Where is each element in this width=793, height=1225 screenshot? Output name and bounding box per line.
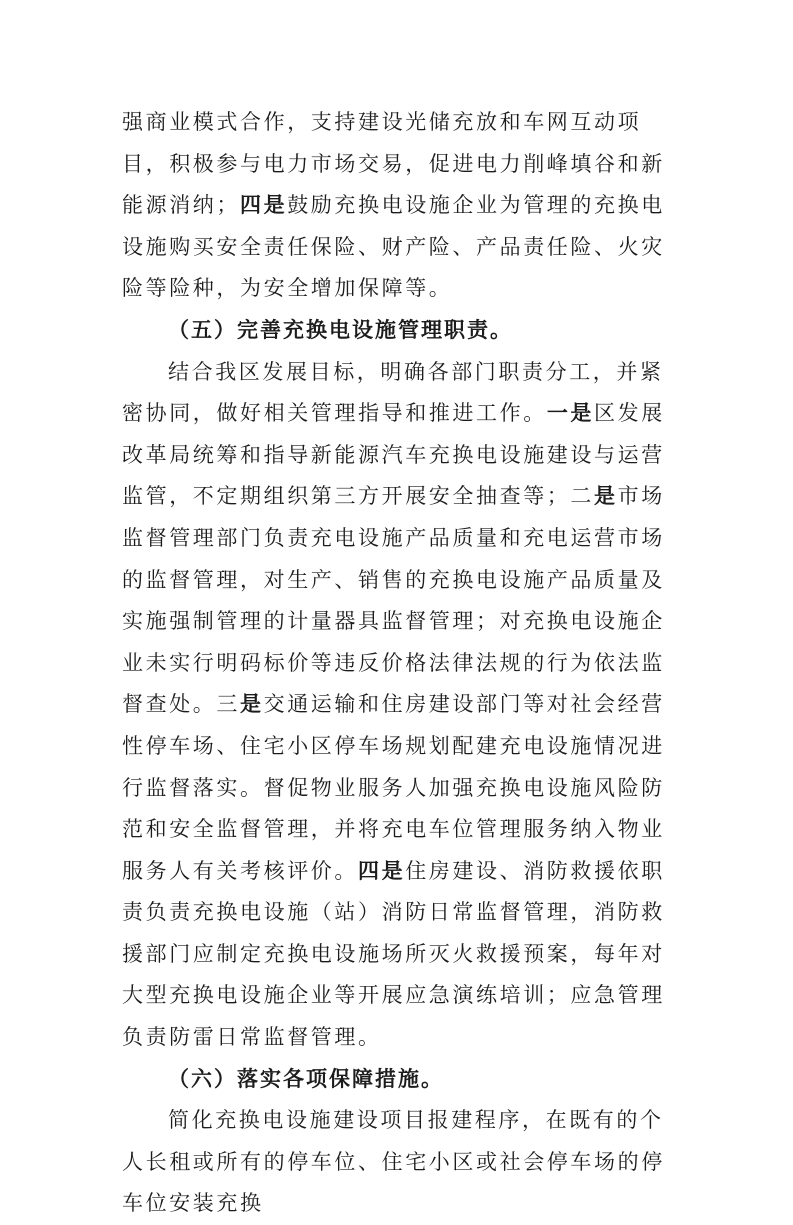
duty-1-label: 一是 (546, 401, 595, 426)
paragraph-3: 简化充换电设施建设项目报建程序，在既有的个人长租或所有的停车位、住宅小区或社会停车场的停车位安装充换 (122, 1108, 665, 1216)
duty-3-label: 是 (240, 692, 264, 717)
duty-4-text: 住房建设、消防救援依职责负责充换电设施（站）消防日常监督管理，消防救援部门应制定充换电设施场所灭火救援预案，每年对大型充换电设施企业等开展应急演练培训；应急管理负责防雷日常监督管理。 (122, 858, 665, 1050)
section-heading-6: （六）落实各项保障措施。 (168, 1066, 444, 1091)
item-4-text: 鼓励充换电设施企业为管理的充换电设施购买安全责任保险、财产险、产品责任险、火灾险等险种，为安全增加保障等。 (122, 193, 665, 301)
duty-3-text: 交通运输和住房建设部门等对社会经营性停车场、住宅小区停车场规划配建充电设施情况进行监督落实。督促物业服务人加强充换电设施风险防范和安全监督管理，并将充电车位管理服务纳入物业服务人有关考核评价。 (122, 692, 665, 883)
duty-2-text: 市场监督管理部门负责充电设施产品质量和充电运营市场的监督管理，对生产、销售的充换电设施产品质量及实施强制管理的计量器具监督管理；对充换电设施企业未实行明码标价等违反价格法律法规的行为依法监督查处。三 (122, 484, 665, 717)
document-body (122, 102, 682, 1225)
duty-4-label: 四是 (358, 858, 406, 883)
section-heading-5: （五）完善充换电设施管理职责。 (168, 317, 513, 342)
paragraph-1-text: 强商业模式合作，支持建设光储充放和车网互动项目，积极参与电力市场交易，促进电力削峰填谷和新能源消纳； (122, 110, 665, 218)
paragraph-2-intro: 结合我区发展目标，明确各部门职责分工，并紧密协同，做好相关管理指导和推进工作。 (122, 359, 664, 426)
duty-2-label: 是 (594, 484, 618, 509)
paragraph-1 (122, 102, 682, 310)
item-4-label: 四是 (240, 193, 288, 218)
paragraph-2 (122, 352, 682, 1059)
duty-1-text: 区发展改革局统筹和指导新能源汽车充换电设施建设与运营监管，不定期组织第三方开展安全抽查等；二 (122, 401, 665, 509)
